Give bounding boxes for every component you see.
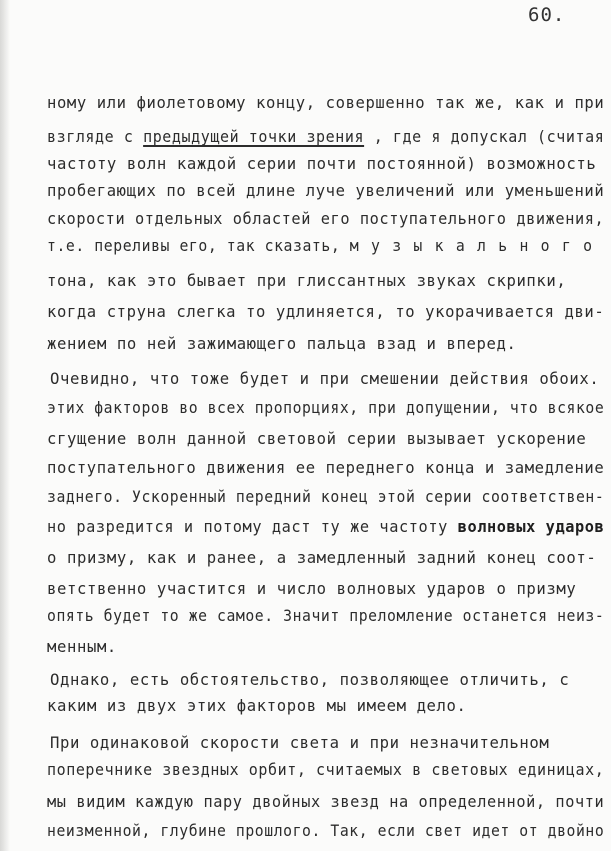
text-line (30, 370, 599, 388)
text-segment: пробегающих по всей длине луче увеличений или уменьшений (47, 182, 605, 200)
page-number: 60. (528, 4, 566, 26)
text-segment: мы видим каждую пару двойных звезд на определенной, почти (47, 793, 605, 811)
text-line (47, 237, 604, 255)
text-segment: неизменной, глубине прошлого. Так, если свет идет от двойно (47, 822, 605, 840)
text-segment: скорости отдельных областей его поступательного движения, (47, 210, 605, 228)
text-segment: поперечнике звездных орбит, считаемых в световых единицах, (47, 761, 605, 779)
text-segment: поступательного движения ее переднего конца и замедление (47, 459, 605, 477)
text-segment: опять будет то же самое. Значит преломление останется неиз- (47, 607, 605, 625)
text-segment: этих факторов во всех пропорциях, при допущении, что всякое (47, 399, 605, 417)
text-line (47, 580, 576, 598)
text-line (30, 734, 549, 752)
text-line (47, 399, 604, 417)
text-line (47, 793, 604, 811)
text-line (47, 488, 604, 506)
text-segment: заднего. Ускоренный передний конец этой серии соответствен- (47, 488, 605, 506)
text-line (47, 459, 604, 477)
text-line (47, 182, 604, 200)
text-line (47, 272, 566, 290)
text-segment: ному или фиолетовому концу, совершенно так же, как и при (47, 94, 605, 112)
underlined-text: предыдущей точки зрения (143, 128, 365, 146)
text-line (47, 303, 604, 321)
text-segment: частоту волн каждой серии почти постоянной) возможность (47, 155, 597, 173)
text-line (47, 638, 117, 656)
text-line (47, 335, 516, 353)
text-segment: взгляде с (47, 128, 144, 146)
text-line (47, 155, 596, 173)
text-line (47, 822, 604, 840)
text-segment: тона, как это бывает при глиссантных звуках скрипки, (47, 272, 567, 290)
text-line (47, 94, 604, 112)
text-segment: менным. (47, 638, 117, 656)
text-segment: , где я допускал (считая (364, 128, 605, 146)
text-segment: При одинаковой скорости света и при незначительном (30, 734, 550, 752)
text-line (47, 430, 586, 448)
text-segment: Очевидно, что тоже будет и при смешении действия обоих. (30, 370, 600, 388)
text-segment: Однако, есть обстоятельство, позволяющее отличить, с (30, 671, 570, 689)
text-line (47, 761, 604, 779)
text-line (47, 518, 604, 536)
text-segment: о призму, как и ранее, а замедленный задний конец соот- (47, 549, 597, 567)
text-line (47, 210, 604, 228)
spaced-text: музыкального (349, 237, 605, 255)
text-segment: каким из двух этих факторов мы имеем дело. (47, 697, 467, 715)
bold-text: волновых ударов (457, 518, 605, 536)
text-segment: ветственно участится и число волновых ударов о призму (47, 580, 577, 598)
text-segment: т.е. переливы его, так сказать, (47, 237, 350, 255)
text-line (47, 549, 596, 567)
text-line (30, 671, 569, 689)
text-segment: жением по ней зажимающего пальца взад и вперед. (47, 335, 517, 353)
text-segment: когда струна слегка то удлиняется, то укорачивается дви- (47, 303, 605, 321)
text-line (47, 128, 604, 146)
text-segment: но разредится и потому даст ту же частоту (47, 518, 458, 536)
text-line (47, 697, 467, 715)
text-segment: сгущение волн данной световой серии вызывает ускорение (47, 430, 587, 448)
text-line (47, 607, 604, 625)
